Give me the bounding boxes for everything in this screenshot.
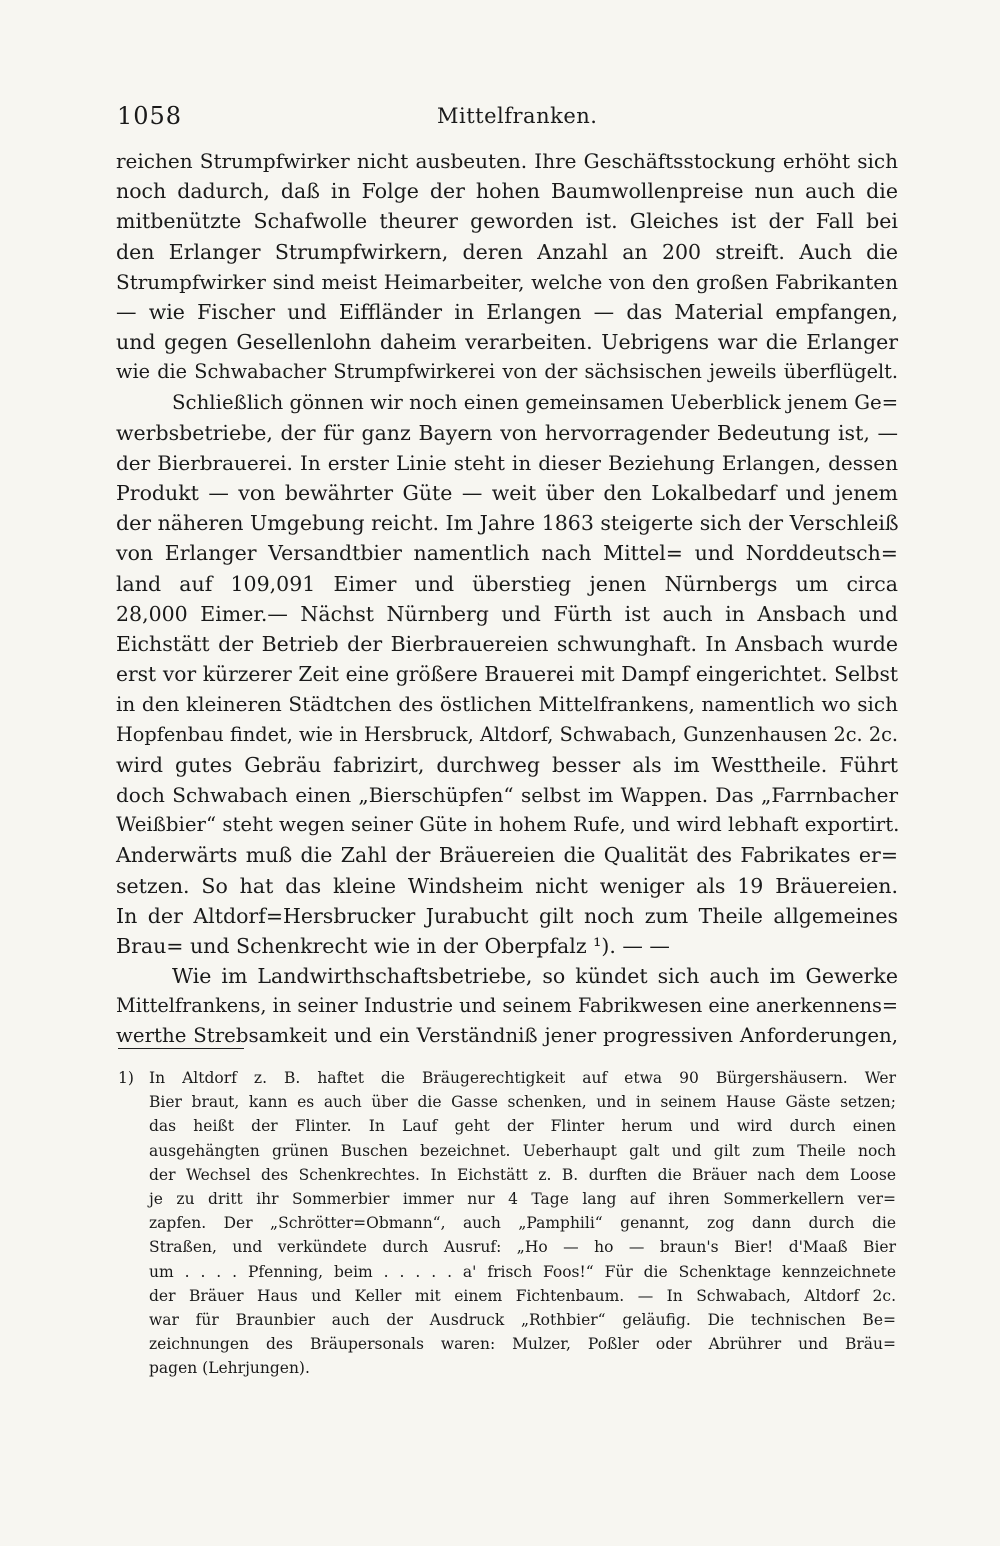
text-line: der Bierbrauerei. In erster Linie steht in dieser Beziehung Erlangen, dessen	[116, 450, 898, 475]
text-line: In der Altdorf=Hersbrucker Jurabucht gilt noch zum Theile allgemeines	[116, 903, 898, 928]
text-line: — wie Fischer und Eiffländer in Erlangen — das Material empfangen,	[116, 299, 898, 324]
text-line: setzen. So hat das kleine Windsheim nicht weniger als 19 Bräuereien.	[116, 873, 898, 898]
text-line: reichen Strumpfwirker nicht ausbeuten. Ihre Geschäftsstockung erhöht sich	[116, 149, 898, 173]
text-line: Anderwärts muß die Zahl der Bräuereien die Qualität des Fabrikates er=	[116, 843, 898, 868]
text-line: in den kleineren Städtchen des östlichen Mittelfrankens, namentlich wo sich	[116, 692, 898, 717]
text-line: von Erlanger Versandtbier namentlich nach Mittel= und Norddeutsch=	[116, 541, 898, 566]
page-number: 1058	[117, 102, 183, 130]
text-line: mitbenützte Schafwolle theurer geworden ist. Gleiches ist der Fall bei	[116, 209, 898, 234]
text-line: Brau= und Schenkrecht wie in der Oberpfalz ¹). — —	[116, 933, 670, 958]
footnote	[118, 1066, 896, 1380]
main-text	[116, 146, 898, 1052]
text-line: Weißbier“ steht wegen seiner Güte in hohem Rufe, und wird lebhaft exportirt.	[116, 813, 900, 837]
footnote-line: der Wechsel des Schenkrechtes. In Eichstätt z. B. durften die Bräuer nach dem Loose	[149, 1165, 896, 1184]
text-line: 28,000 Eimer.— Nächst Nürnberg und Fürth ist auch in Ansbach und	[116, 601, 898, 626]
text-line: Eichstätt der Betrieb der Bierbrauereien schwunghaft. In Ansbach wurde	[116, 632, 898, 656]
running-head: Mittelfranken.	[437, 104, 598, 128]
footnote-line: Bier braut, kann es auch über die Gasse schenken, und in seinem Hause Gäste setzen;	[149, 1093, 896, 1112]
text-line: Produkt — von bewährter Güte — weit über den Lokalbedarf und jenem	[116, 481, 898, 506]
text-line: werbsbetriebe, der für ganz Bayern von hervorragender Bedeutung ist, —	[116, 420, 898, 445]
text-line: erst vor kürzerer Zeit eine größere Brauerei mit Dampf eingerichtet. Selbst	[116, 662, 898, 687]
text-line: und gegen Gesellenlohn daheim verarbeiten. Uebrigens war die Erlanger	[116, 330, 898, 355]
text-line: wird gutes Gebräu fabrizirt, durchweg besser als im Westtheile. Führt	[116, 752, 898, 777]
footnote-marker: 1)	[118, 1069, 134, 1087]
text-line: der näheren Umgebung reicht. Im Jahre 1863 steigerte sich der Verschleiß	[116, 511, 899, 536]
text-line: Hopfenbau findet, wie in Hersbruck, Altdorf, Schwabach, Gunzenhausen 2c. 2c.	[116, 722, 898, 746]
text-line: den Erlanger Strumpfwirkern, deren Anzahl an 200 streift. Auch die	[116, 239, 898, 264]
text-line: Mittelfrankens, in seiner Industrie und seinem Fabrikwesen eine anerkennens=	[116, 994, 899, 1018]
footnote-line: zapfen. Der „Schrötter=Obmann“, auch „Pamphili“ genannt, zog dann durch die	[149, 1214, 896, 1233]
text-line: Schließlich gönnen wir noch einen gemeinsamen Ueberblick jenem Ge=	[172, 390, 899, 414]
footnote-line: um . . . . Pfenning, beim . . . . . a' frisch Foos!“ Für die Schenktage kennzeichnete	[149, 1262, 896, 1281]
text-line: land auf 109,091 Eimer und überstieg jenen Nürnbergs um circa	[116, 571, 898, 596]
footnote-line: war für Braunbier auch der Ausdruck „Rothbier“ geläufig. Die technischen Be=	[149, 1310, 896, 1329]
footnote-line: ausgehängten grünen Buschen bezeichnet. Ueberhaupt galt und gilt zum Theile noch	[149, 1141, 896, 1160]
text-line: doch Schwabach einen „Bierschüpfen“ selbst im Wappen. Das „Farrnbacher	[116, 782, 898, 807]
footnote-line: je zu dritt ihr Sommerbier immer nur 4 Tage lang auf ihren Sommerkellern ver=	[149, 1189, 896, 1208]
footnote-line: pagen (Lehrjungen).	[149, 1359, 310, 1378]
page-header	[117, 102, 897, 136]
text-line: Strumpfwirker sind meist Heimarbeiter, welche von den großen Fabrikanten	[116, 269, 898, 294]
text-line: noch dadurch, daß in Folge der hohen Baumwollenpreise nun auch die	[116, 179, 898, 204]
footnote-line: das heißt der Flinter. In Lauf geht der Flinter herum und wird durch einen	[149, 1117, 896, 1136]
footnote-line: zeichnungen des Bräupersonals waren: Mulzer, Poßler oder Abrührer und Bräu=	[149, 1335, 896, 1354]
footnote-line: Straßen, und verkündete durch Ausruf: „Ho — ho — braun's Bier! d'Maaß Bier	[149, 1238, 896, 1257]
footnote-text: In Altdorf z. B. haftet die Bräugerechtigkeit auf etwa 90 Bürgershäusern. Wer	[149, 1069, 896, 1087]
footnote-separator	[118, 1048, 244, 1049]
footnote-line: der Bräuer Haus und Keller mit einem Fichtenbaum. — In Schwabach, Altdorf 2c.	[149, 1286, 896, 1305]
footnote-line	[118, 1066, 896, 1090]
text-line: werthe Strebsamkeit und ein Verständniß jener progressiven Anforderungen,	[116, 1024, 898, 1048]
text-line: Wie im Landwirthschaftsbetriebe, so kündet sich auch im Gewerke	[172, 964, 898, 989]
text-line: wie die Schwabacher Strumpfwirkerei von der sächsischen jeweils überflügelt.	[116, 360, 898, 384]
